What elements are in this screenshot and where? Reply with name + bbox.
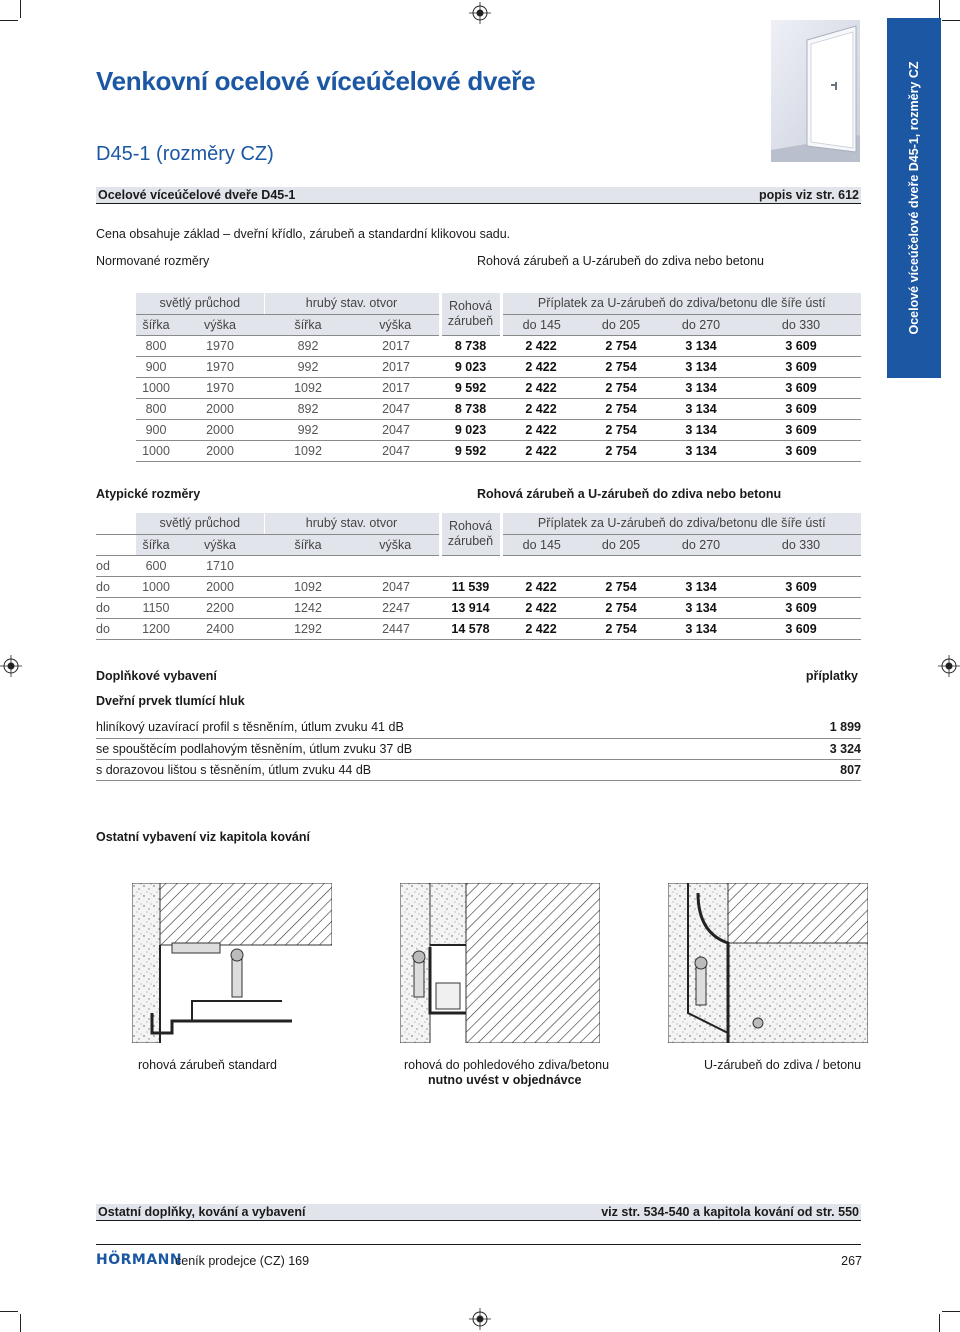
table-cell: do <box>96 576 136 597</box>
table-cell <box>264 555 352 576</box>
standard-section-title: Normované rozměry <box>96 254 210 268</box>
footer-divider <box>96 1244 861 1245</box>
header-band <box>96 187 861 204</box>
table-cell: 2047 <box>352 576 440 597</box>
page-number: 267 <box>841 1254 862 1268</box>
standard-table <box>136 293 861 462</box>
table-cell: 1242 <box>264 597 352 618</box>
col-width: šířka <box>264 314 352 335</box>
table-cell: 3 134 <box>661 377 741 398</box>
crop-mark <box>20 0 21 18</box>
extras-title: Doplňkové vybavení <box>96 669 217 683</box>
table-cell: 2 422 <box>501 576 581 597</box>
clear-opening-header: světlý průchod <box>136 513 264 534</box>
surcharge-header: Příplatek za U-zárubeň do zdiva/betonu dle šíře ústí <box>501 513 861 534</box>
table-cell: 2 754 <box>581 335 661 356</box>
table-cell: 1970 <box>176 335 264 356</box>
rough-opening-header: hrubý stav. otvor <box>264 513 440 534</box>
other-title: Ostatní vybavení viz kapitola kování <box>96 830 310 844</box>
footer-text: ceník prodejce (CZ) 169 <box>175 1254 310 1268</box>
table-cell: 1000 <box>136 440 176 461</box>
table-cell: 2 754 <box>581 356 661 377</box>
table-cell: 1000 <box>136 377 176 398</box>
caption-1: rohová zárubeň standard <box>138 1058 277 1072</box>
page-subtitle: D45-1 (rozměry CZ) <box>96 143 274 165</box>
table-cell: 800 <box>136 335 176 356</box>
table-cell: 3 609 <box>741 377 861 398</box>
table-cell: 3 134 <box>661 356 741 377</box>
rough-opening-header: hrubý stav. otvor <box>264 293 440 314</box>
extras-right: příplatky <box>805 669 858 683</box>
crop-mark <box>0 1311 18 1312</box>
door-thumbnail <box>771 20 860 162</box>
sidebar-label: Ocelové víceúčelové dveře D45-1, rozměry CZ <box>907 61 921 335</box>
table-row <box>136 335 861 356</box>
crop-mark <box>20 1314 21 1332</box>
table-cell: 8 738 <box>440 398 501 419</box>
crop-mark <box>0 20 18 21</box>
table-cell: 2047 <box>352 398 440 419</box>
table-cell: do <box>96 618 136 639</box>
col-do-330: do 330 <box>741 314 861 335</box>
col-do-145: do 145 <box>501 534 581 555</box>
col-do-270: do 270 <box>661 534 741 555</box>
col-width: šířka <box>264 534 352 555</box>
caption-3: U-zárubeň do zdiva / betonu <box>704 1058 862 1072</box>
list-item <box>96 717 861 738</box>
table-cell: 800 <box>136 398 176 419</box>
table-cell: od <box>96 555 136 576</box>
table-cell: 1710 <box>176 555 264 576</box>
registration-mark-left <box>0 655 22 677</box>
table-cell: 1970 <box>176 356 264 377</box>
atypical-section-title: Atypické rozměry <box>96 487 201 501</box>
table-cell: 3 134 <box>661 398 741 419</box>
corner-frame-standard-drawing <box>132 883 332 1043</box>
table-cell: 2 754 <box>581 419 661 440</box>
list-item <box>96 738 861 759</box>
table-row <box>96 555 861 576</box>
table-cell <box>440 555 501 576</box>
atypical-section-right: Rohová zárubeň a U-zárubeň do zdiva nebo betonu <box>477 487 782 501</box>
table-cell: 2400 <box>176 618 264 639</box>
table-cell: 2 422 <box>501 356 581 377</box>
bottom-band <box>96 1204 861 1221</box>
table-cell: 3 134 <box>661 440 741 461</box>
table-row <box>136 377 861 398</box>
table-cell: do <box>96 597 136 618</box>
table-cell: 2 754 <box>581 398 661 419</box>
col-do-330: do 330 <box>741 534 861 555</box>
table-cell: 9 023 <box>440 356 501 377</box>
table-cell: 1092 <box>264 440 352 461</box>
col-do-205: do 205 <box>581 534 661 555</box>
caption-2: rohová do pohledového zdiva/betonu <box>404 1058 610 1072</box>
crop-mark <box>939 1314 940 1332</box>
extras-table <box>96 717 861 781</box>
table-cell: 2047 <box>352 419 440 440</box>
table-cell: 11 539 <box>440 576 501 597</box>
table-cell <box>741 555 861 576</box>
brand-logo: HÖRMANN <box>96 1252 183 1268</box>
table-cell: 1000 <box>136 576 176 597</box>
header-band-left: Ocelové víceúčelové dveře D45-1 <box>98 188 296 202</box>
extras-label: hliníkový uzavírací profil s těsněním, útlum zvuku 41 dB <box>96 717 792 738</box>
col-height: výška <box>352 314 440 335</box>
table-cell: 2047 <box>352 440 440 461</box>
table-row <box>96 576 861 597</box>
list-item <box>96 759 861 780</box>
extras-price: 1 899 <box>792 717 861 738</box>
table-cell: 3 609 <box>741 618 861 639</box>
corner-frame-header: Rohová zárubeň <box>440 293 501 335</box>
col-do-270: do 270 <box>661 314 741 335</box>
atypical-table <box>96 513 861 640</box>
table-cell: 3 134 <box>661 597 741 618</box>
table-cell: 3 609 <box>741 576 861 597</box>
table-row <box>136 356 861 377</box>
u-frame-drawing <box>668 883 868 1043</box>
table-cell: 2 422 <box>501 419 581 440</box>
table-cell: 892 <box>264 398 352 419</box>
extras-label: s dorazovou lištou s těsněním, útlum zvuku 44 dB <box>96 759 792 780</box>
col-width: šířka <box>136 314 176 335</box>
bottom-band-left: Ostatní doplňky, kování a vybavení <box>98 1205 306 1219</box>
table-row <box>136 419 861 440</box>
table-cell: 1092 <box>264 576 352 597</box>
table-cell: 892 <box>264 335 352 356</box>
table-cell: 14 578 <box>440 618 501 639</box>
col-height: výška <box>176 314 264 335</box>
clear-opening-header: světlý průchod <box>136 293 264 314</box>
corner-frame-header: Rohová zárubeň <box>440 513 501 555</box>
table-cell: 1200 <box>136 618 176 639</box>
table-cell: 2247 <box>352 597 440 618</box>
bottom-band-right: viz str. 534-540 a kapitola kování od str. 550 <box>601 1205 859 1219</box>
table-cell: 13 914 <box>440 597 501 618</box>
table-cell: 2447 <box>352 618 440 639</box>
table-cell: 2017 <box>352 335 440 356</box>
crop-mark <box>942 20 960 21</box>
table-cell: 3 609 <box>741 440 861 461</box>
table-cell: 900 <box>136 356 176 377</box>
table-row <box>136 398 861 419</box>
table-cell <box>501 555 581 576</box>
crop-mark <box>942 1311 960 1312</box>
table-cell: 9 592 <box>440 377 501 398</box>
table-cell: 3 134 <box>661 335 741 356</box>
table-cell: 2200 <box>176 597 264 618</box>
registration-mark-top <box>469 2 491 24</box>
table-cell: 8 738 <box>440 335 501 356</box>
col-do-145: do 145 <box>501 314 581 335</box>
extras-label: se spouštěcím podlahovým těsněním, útlum zvuku 37 dB <box>96 738 792 759</box>
table-cell <box>661 555 741 576</box>
corner-frame-fair-faced-drawing <box>400 883 600 1043</box>
table-cell: 3 609 <box>741 398 861 419</box>
table-cell: 2 422 <box>501 398 581 419</box>
table-cell: 2 754 <box>581 377 661 398</box>
surcharge-header: Příplatek za U-zárubeň do zdiva/betonu dle šíře ústí <box>501 293 861 314</box>
table-row <box>136 440 861 461</box>
table-cell: 3 134 <box>661 618 741 639</box>
registration-mark-right <box>938 655 960 677</box>
table-cell <box>352 555 440 576</box>
table-cell: 3 134 <box>661 419 741 440</box>
table-cell: 2000 <box>176 419 264 440</box>
extras-price: 3 324 <box>792 738 861 759</box>
table-cell: 992 <box>264 419 352 440</box>
col-do-205: do 205 <box>581 314 661 335</box>
table-cell: 2000 <box>176 398 264 419</box>
table-cell: 9 023 <box>440 419 501 440</box>
table-row <box>96 597 861 618</box>
table-cell: 1092 <box>264 377 352 398</box>
standard-section-right: Rohová zárubeň a U-zárubeň do zdiva nebo betonu <box>477 254 765 268</box>
extras-subtitle: Dveřní prvek tlumící hluk <box>96 694 245 708</box>
header-band-right: popis viz str. 612 <box>758 188 859 202</box>
table-cell <box>581 555 661 576</box>
table-cell: 3 609 <box>741 356 861 377</box>
table-cell: 1292 <box>264 618 352 639</box>
table-cell: 2 754 <box>581 576 661 597</box>
registration-mark-bottom <box>469 1308 491 1330</box>
table-cell: 2 422 <box>501 377 581 398</box>
col-height: výška <box>176 534 264 555</box>
col-height: výška <box>352 534 440 555</box>
table-cell: 2 754 <box>581 597 661 618</box>
table-cell: 1970 <box>176 377 264 398</box>
col-width: šířka <box>136 534 176 555</box>
page-title: Venkovní ocelové víceúčelové dveře <box>96 66 536 96</box>
table-cell: 992 <box>264 356 352 377</box>
table-cell: 2 422 <box>501 335 581 356</box>
table-cell: 2 754 <box>581 618 661 639</box>
table-row <box>96 618 861 639</box>
extras-price: 807 <box>792 759 861 780</box>
table-cell: 2000 <box>176 440 264 461</box>
price-note: Cena obsahuje základ – dveřní křídlo, zárubeň a standardní klikovou sadu. <box>96 227 511 241</box>
crop-mark <box>939 0 940 18</box>
table-cell: 3 609 <box>741 335 861 356</box>
table-cell: 600 <box>136 555 176 576</box>
table-cell: 2 422 <box>501 440 581 461</box>
table-cell: 2017 <box>352 377 440 398</box>
table-cell: 2 422 <box>501 597 581 618</box>
table-cell: 2000 <box>176 576 264 597</box>
table-cell: 1150 <box>136 597 176 618</box>
table-cell: 9 592 <box>440 440 501 461</box>
table-cell: 2017 <box>352 356 440 377</box>
table-cell: 3 609 <box>741 597 861 618</box>
table-cell: 2 754 <box>581 440 661 461</box>
table-cell: 900 <box>136 419 176 440</box>
table-cell: 3 134 <box>661 576 741 597</box>
table-cell: 3 609 <box>741 419 861 440</box>
table-cell: 2 422 <box>501 618 581 639</box>
caption-2-note: nutno uvést v objednávce <box>428 1073 582 1087</box>
